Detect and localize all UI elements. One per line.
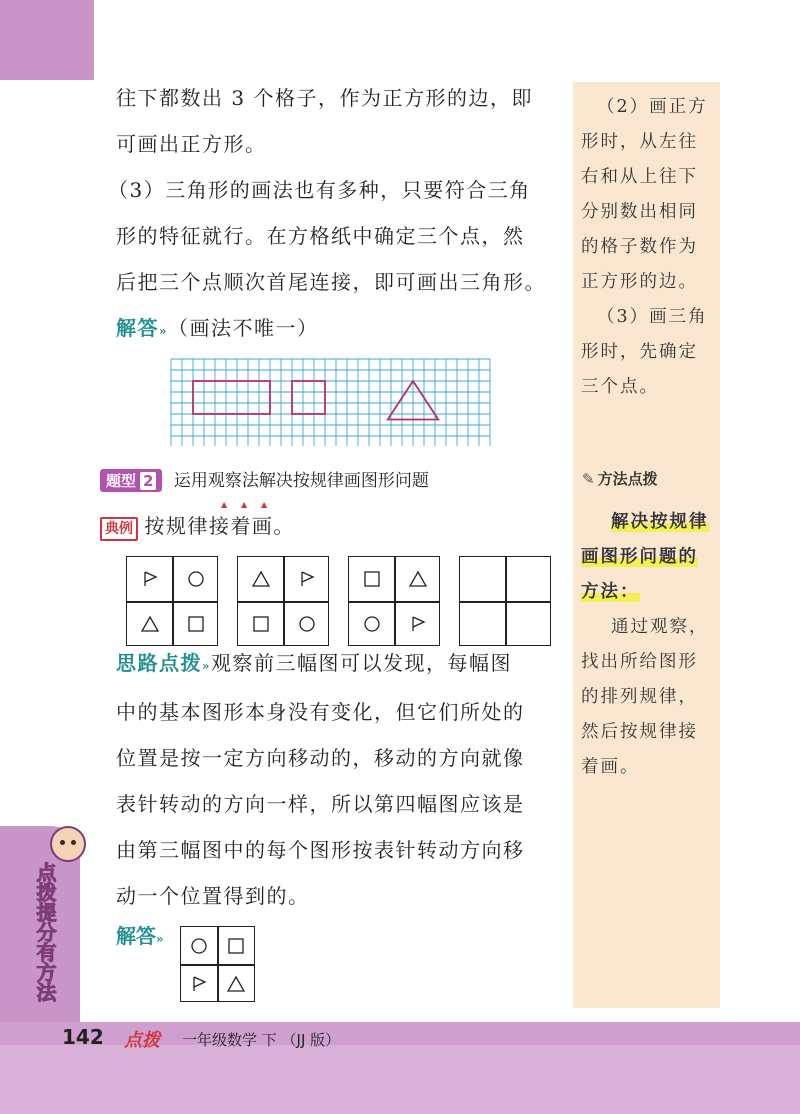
triangle-icon (238, 557, 283, 601)
method-title-text: 方法点拨 (597, 470, 658, 488)
footer-band-light (0, 1045, 800, 1114)
answer2-mark-icon: » (156, 932, 164, 946)
square-icon (349, 557, 394, 601)
footer-book-title: 一年级数学 下 （JJ 版） (182, 1031, 341, 1049)
sidebar-line: 右和从上往下 (581, 167, 698, 187)
sidebar-line: （2）画正方 (597, 97, 708, 117)
text-block-1 (108, 75, 566, 354)
answer-line (116, 305, 566, 354)
thinking-line: 位置是按一定方向移动的，移动的方向就像 (116, 746, 525, 770)
flag-icon (127, 557, 172, 601)
answer-pattern-box (180, 926, 255, 1002)
thinking-mark-icon: » (202, 659, 211, 673)
flag-icon (181, 965, 217, 1002)
left-band-top (0, 0, 94, 80)
answer-label: 解答 (116, 316, 159, 340)
sidebar-line: 形时，从左往 (581, 132, 698, 152)
example-badge: 典例 (100, 517, 138, 541)
pattern-box-3 (348, 556, 440, 646)
answer2-label: 解答 (116, 924, 156, 948)
answer-mark-icon: » (159, 324, 168, 338)
emphasis-dot: ▲ (261, 500, 268, 509)
flag-icon (284, 557, 329, 601)
thinking-text: 观察前三幅图可以发现，每幅图 (211, 651, 512, 675)
method-line: 解决按规律 (611, 512, 709, 532)
method-body-line: 然后按规律接 (581, 722, 698, 742)
method-body-line: 找出所给图形 (581, 652, 698, 672)
sidebar-line: 三个点。 (581, 377, 659, 397)
drawn-rectangle (193, 381, 270, 414)
grid-drawing (170, 358, 492, 446)
pattern-box-1 (126, 556, 218, 646)
method-block (573, 505, 728, 785)
triangle-icon (218, 965, 254, 1002)
sidebar-line: 的格子数作为 (581, 237, 698, 257)
circle-icon (181, 927, 217, 964)
thinking-line (116, 640, 566, 689)
thinking-line: 表针转动的方向一样，所以第四幅图应该是 (116, 792, 525, 816)
thinking-label: 思路点拨 (116, 651, 202, 675)
pattern-box-2 (237, 556, 329, 646)
method-line: 画图形问题的 (581, 547, 698, 567)
emphasis-dot: ▲ (221, 500, 228, 509)
emphasis-dot: ▲ (241, 500, 248, 509)
paragraph-line: 往下都数出 3 个格子，作为正方形的边，即 (116, 86, 533, 110)
example-text: 按规律接着画。 (144, 514, 295, 538)
footer-brand: 点拨 (124, 1030, 160, 1051)
sidebar-line: 正方形的边。 (581, 272, 698, 292)
triangle-icon (395, 557, 440, 601)
method-body-line: 的排列规律， (581, 687, 698, 707)
type-badge-number: 2 (140, 472, 156, 490)
wrench-icon: ✎ (582, 470, 595, 488)
type-badge (100, 469, 162, 492)
answer2-line (116, 920, 164, 949)
example-line (100, 510, 295, 541)
answer-note: （画法不唯一） (168, 316, 319, 340)
pattern-box-4-empty (459, 556, 551, 646)
circle-icon (173, 557, 218, 601)
paragraph-line: 形的特征就行。在方格纸中确定三个点，然 (116, 224, 525, 248)
thinking-line: 中的基本图形本身没有变化，但它们所处的 (116, 700, 525, 724)
sidebar-line: （3）画三角 (597, 307, 708, 327)
sidebar-line: 分别数出相同 (581, 202, 698, 222)
method-body-line: 着画。 (581, 757, 640, 777)
type-header (100, 466, 429, 492)
side-tab-label: 点拨提分有方法 (33, 862, 57, 1002)
cartoon-face-icon (50, 826, 86, 862)
paragraph-line: （3）三角形的画法也有多种，只要符合三角 (108, 178, 531, 202)
type-title: 运用观察法解决按规律画图形问题 (173, 471, 429, 491)
sidebar-line: 形时，先确定 (581, 342, 698, 362)
method-body-line: 通过观察， (611, 617, 709, 637)
square-icon (218, 927, 254, 964)
paragraph-line: 后把三个点顺次首尾连接，即可画出三角形。 (116, 270, 546, 294)
thinking-block (116, 640, 566, 919)
method-line: 方法： (581, 582, 640, 602)
thinking-line: 动一个位置得到的。 (116, 884, 310, 908)
page-number: 142 (62, 1025, 104, 1049)
thinking-line: 由第三幅图中的每个图形按表针转动方向移 (116, 838, 525, 862)
drawn-square (292, 381, 325, 414)
type-badge-label: 题型 (106, 472, 137, 490)
method-title (582, 468, 658, 489)
paragraph-line: 可画出正方形。 (116, 132, 267, 156)
